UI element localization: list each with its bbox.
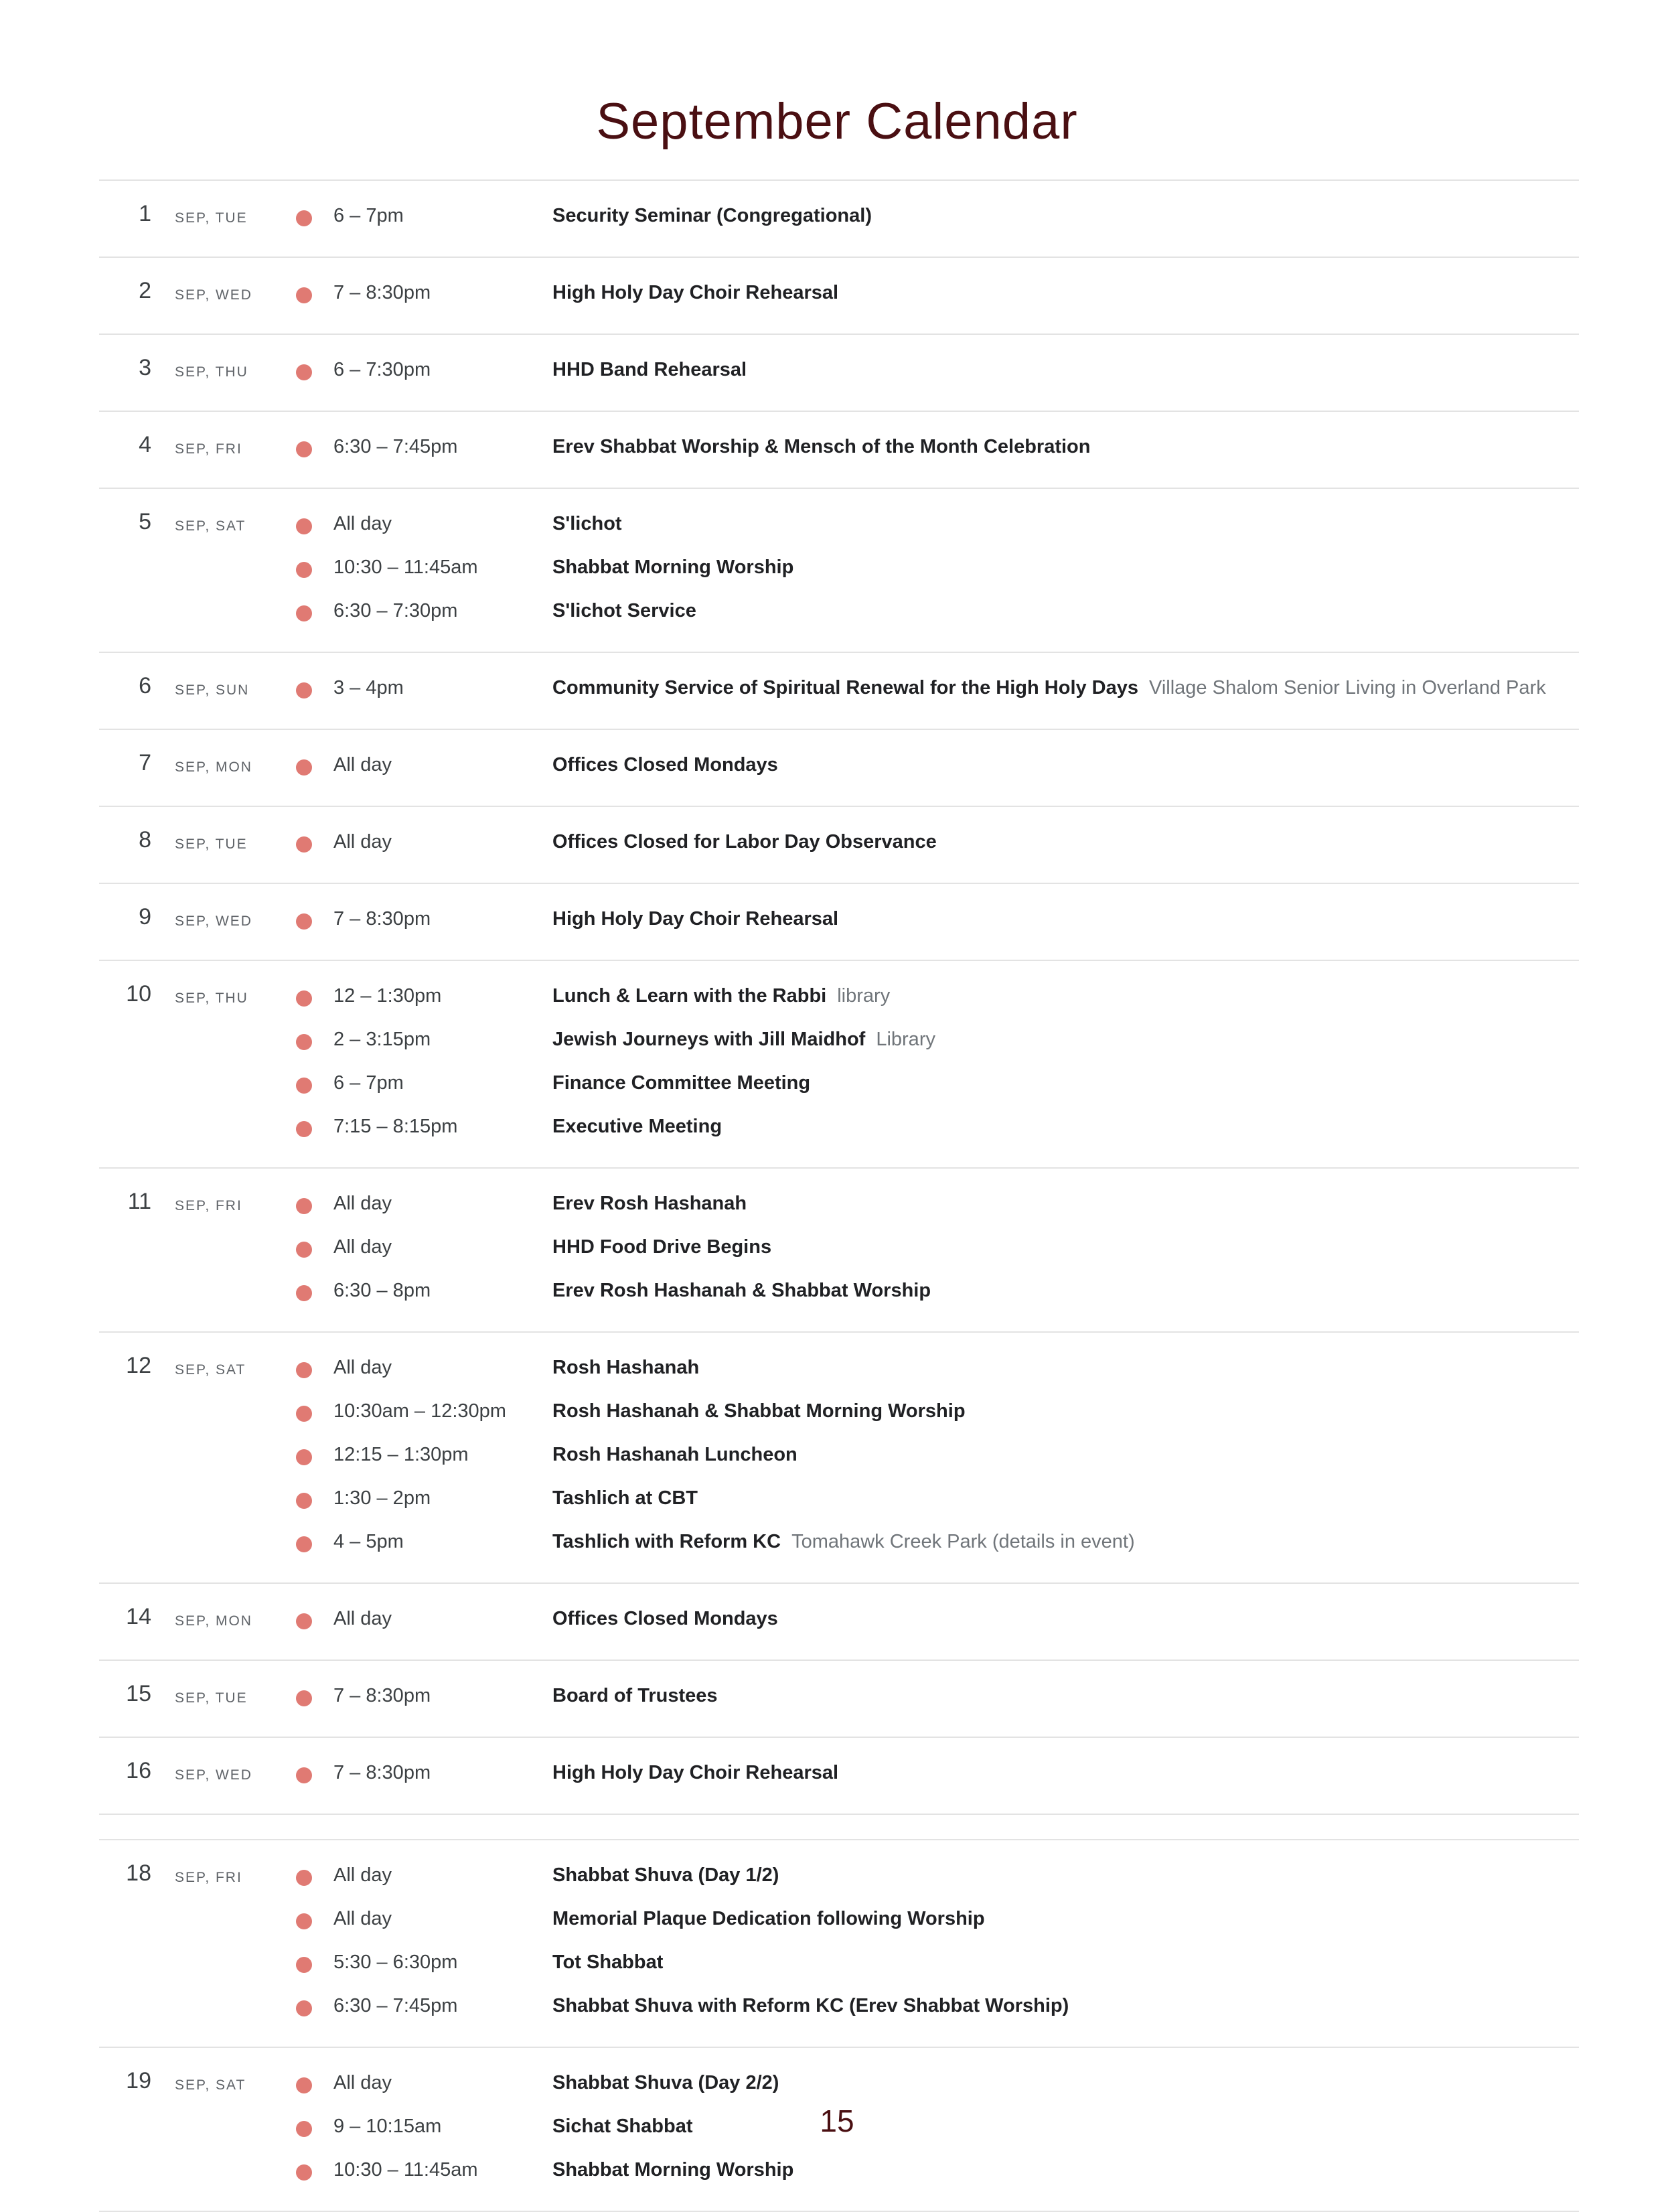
event-title-line xyxy=(552,2072,779,2094)
event-item[interactable] xyxy=(99,1856,1579,1900)
day-label: SEP, SUN xyxy=(175,682,250,698)
event-time: 7 – 8:30pm xyxy=(333,1685,431,1706)
event-title-line xyxy=(552,1072,810,1094)
day-label: SEP, THU xyxy=(175,990,248,1006)
event-title-line xyxy=(552,1487,698,1509)
event-location: Tomahawk Creek Park (details in event) xyxy=(791,1531,1135,1552)
event-time: 10:30am – 12:30pm xyxy=(333,1400,506,1422)
event-dot-icon xyxy=(296,1913,312,1929)
event-item[interactable] xyxy=(99,1349,1579,1392)
event-title: Rosh Hashanah xyxy=(552,1357,700,1378)
event-title: Shabbat Morning Worship xyxy=(552,557,794,578)
event-title-line xyxy=(552,1908,985,1930)
event-title-line xyxy=(552,831,937,853)
event-list xyxy=(99,884,1579,960)
day-label: SEP, WED xyxy=(175,913,252,929)
event-title-line xyxy=(552,1444,797,1466)
day-row xyxy=(99,1169,1579,1333)
day-number: 16 xyxy=(126,1758,151,1783)
event-dot-icon xyxy=(296,836,312,853)
event-item[interactable] xyxy=(99,1392,1579,1436)
event-item[interactable] xyxy=(99,428,1579,471)
event-time: 10:30 – 11:45am xyxy=(333,557,478,578)
event-list xyxy=(99,730,1579,806)
event-item[interactable] xyxy=(99,351,1579,394)
event-item[interactable] xyxy=(99,592,1579,636)
event-time: 7 – 8:30pm xyxy=(333,282,431,303)
day-number: 5 xyxy=(139,509,151,534)
day-number: 19 xyxy=(126,2068,151,2093)
day-label: SEP, FRI xyxy=(175,1198,242,1213)
event-dot-icon xyxy=(296,759,312,776)
event-item[interactable] xyxy=(99,505,1579,548)
event-item[interactable] xyxy=(99,1185,1579,1228)
day-label: SEP, THU xyxy=(175,364,248,380)
event-item[interactable] xyxy=(99,274,1579,317)
day-row xyxy=(99,258,1579,335)
event-title-line xyxy=(552,1029,935,1051)
event-dot-icon xyxy=(296,1449,312,1465)
event-time: All day xyxy=(333,1193,392,1214)
event-item[interactable] xyxy=(99,1900,1579,1943)
event-time: 7:15 – 8:15pm xyxy=(333,1116,458,1137)
event-time: 12 – 1:30pm xyxy=(333,985,442,1007)
event-title-line xyxy=(552,1400,966,1422)
event-dot-icon xyxy=(296,605,312,621)
event-list xyxy=(99,1584,1579,1660)
day-row xyxy=(99,730,1579,807)
event-dot-icon xyxy=(296,364,312,380)
event-item[interactable] xyxy=(99,900,1579,944)
event-title-line xyxy=(552,908,838,930)
event-dot-icon xyxy=(296,1406,312,1422)
event-location: Village Shalom Senior Living in Overland Park xyxy=(1149,677,1546,698)
day-number: 12 xyxy=(126,1353,151,1378)
event-time: All day xyxy=(333,1864,392,1886)
event-time: 12:15 – 1:30pm xyxy=(333,1444,469,1465)
event-time: 9 – 10:15am xyxy=(333,2116,442,2137)
event-time: 6:30 – 8pm xyxy=(333,1280,431,1301)
event-item[interactable] xyxy=(99,746,1579,790)
event-item[interactable] xyxy=(99,2064,1579,2108)
event-time: All day xyxy=(333,1908,392,1929)
event-title: Shabbat Shuva with Reform KC (Erev Shabbat Worship) xyxy=(552,1995,1069,2016)
event-title: Erev Shabbat Worship & Mensch of the Month Celebration xyxy=(552,436,1091,457)
event-title: Erev Rosh Hashanah xyxy=(552,1193,747,1214)
event-title: High Holy Day Choir Rehearsal xyxy=(552,1762,839,1783)
event-item[interactable] xyxy=(99,1436,1579,1479)
event-title: Security Seminar (Congregational) xyxy=(552,205,872,226)
day-label: SEP, WED xyxy=(175,287,252,303)
day-row xyxy=(99,1839,1579,2048)
event-dot-icon xyxy=(296,1121,312,1137)
event-time: 4 – 5pm xyxy=(333,1531,404,1552)
day-number: 2 xyxy=(139,278,151,303)
event-title-line xyxy=(552,1864,779,1887)
event-dot-icon xyxy=(296,210,312,226)
event-list xyxy=(99,412,1579,488)
day-number: 7 xyxy=(139,750,151,776)
event-title-line xyxy=(552,1280,931,1302)
event-title: Finance Committee Meeting xyxy=(552,1072,811,1094)
day-number: 1 xyxy=(139,201,151,226)
event-location: library xyxy=(837,985,891,1007)
event-dot-icon xyxy=(296,1078,312,1094)
event-title-line xyxy=(552,1995,1069,2017)
event-dot-icon xyxy=(296,1285,312,1301)
event-title-line xyxy=(552,985,890,1007)
event-list xyxy=(99,489,1579,652)
day-row xyxy=(99,181,1579,258)
event-title: Shabbat Shuva (Day 2/2) xyxy=(552,2072,779,2093)
day-label: SEP, FRI xyxy=(175,1870,242,1885)
event-item[interactable] xyxy=(99,1272,1579,1315)
event-dot-icon xyxy=(296,1362,312,1378)
day-row xyxy=(99,653,1579,730)
event-title: Shabbat Shuva (Day 1/2) xyxy=(552,1864,779,1886)
event-title-line xyxy=(552,282,838,304)
event-dot-icon xyxy=(296,287,312,303)
event-title: Lunch & Learn with the Rabbi xyxy=(552,985,827,1007)
event-title: Shabbat Morning Worship xyxy=(552,2159,794,2181)
event-title-line xyxy=(552,2159,793,2181)
event-title: Offices Closed Mondays xyxy=(552,754,778,776)
event-list xyxy=(99,335,1579,411)
event-dot-icon xyxy=(296,2164,312,2181)
event-title: Jewish Journeys with Jill Maidhof xyxy=(552,1029,866,1050)
page-number: 15 xyxy=(820,2104,854,2138)
event-time: 1:30 – 2pm xyxy=(333,1487,431,1509)
event-item[interactable] xyxy=(99,548,1579,592)
event-title: Erev Rosh Hashanah & Shabbat Worship xyxy=(552,1280,931,1301)
day-label: SEP, SAT xyxy=(175,518,246,534)
event-list xyxy=(99,1840,1579,2047)
day-row xyxy=(99,489,1579,653)
event-time: 7 – 8:30pm xyxy=(333,1762,431,1783)
day-label: SEP, FRI xyxy=(175,441,242,457)
event-time: All day xyxy=(333,1357,392,1378)
event-title: Tashlich with Reform KC xyxy=(552,1531,781,1552)
event-title-line xyxy=(552,1236,771,1258)
day-label: SEP, SAT xyxy=(175,2077,246,2093)
event-title: High Holy Day Choir Rehearsal xyxy=(552,282,839,303)
event-dot-icon xyxy=(296,682,312,698)
day-number: 14 xyxy=(126,1604,151,1629)
event-item[interactable] xyxy=(99,1754,1579,1797)
event-title: Tashlich at CBT xyxy=(552,1487,698,1509)
event-dot-icon xyxy=(296,1242,312,1258)
event-title: HHD Band Rehearsal xyxy=(552,359,747,380)
event-title-line xyxy=(552,436,1090,458)
event-time: 10:30 – 11:45am xyxy=(333,2159,478,2181)
event-item[interactable] xyxy=(99,1943,1579,1987)
page-title: September Calendar xyxy=(596,93,1078,150)
event-time: 2 – 3:15pm xyxy=(333,1029,431,1050)
event-title-line xyxy=(552,1193,747,1215)
day-number: 11 xyxy=(127,1189,151,1214)
event-title-line xyxy=(552,677,1546,699)
event-title: High Holy Day Choir Rehearsal xyxy=(552,908,839,930)
day-label: SEP, MON xyxy=(175,1613,252,1629)
event-title: HHD Food Drive Begins xyxy=(552,1236,772,1258)
event-title-line xyxy=(552,513,622,535)
day-row xyxy=(99,1584,1579,1661)
event-title-line xyxy=(552,1608,778,1630)
event-title: Memorial Plaque Dedication following Worship xyxy=(552,1908,985,1929)
day-label: SEP, TUE xyxy=(175,210,248,226)
day-label: SEP, TUE xyxy=(175,836,248,852)
day-number: 10 xyxy=(126,981,151,1007)
event-title-line xyxy=(552,205,872,227)
calendar-agenda-list xyxy=(99,179,1579,2212)
event-list xyxy=(99,1169,1579,1331)
event-dot-icon xyxy=(296,1870,312,1886)
event-dot-icon xyxy=(296,1536,312,1552)
event-time: All day xyxy=(333,831,392,853)
event-time: 5:30 – 6:30pm xyxy=(333,1951,458,1973)
day-number: 4 xyxy=(139,432,151,457)
event-location: Library xyxy=(876,1029,935,1050)
day-number: 18 xyxy=(126,1860,151,1886)
event-title-line xyxy=(552,754,778,776)
event-time: 6 – 7pm xyxy=(333,1072,404,1094)
event-list xyxy=(99,181,1579,256)
event-time: 3 – 4pm xyxy=(333,677,404,698)
event-title: Sichat Shabbat xyxy=(552,2116,693,2137)
event-time: 6:30 – 7:45pm xyxy=(333,1995,458,2016)
event-time: All day xyxy=(333,1236,392,1258)
event-time: All day xyxy=(333,754,392,776)
event-dot-icon xyxy=(296,1034,312,1050)
event-time: All day xyxy=(333,513,392,534)
day-row xyxy=(99,807,1579,884)
event-title: Rosh Hashanah Luncheon xyxy=(552,1444,797,1465)
event-item[interactable] xyxy=(99,1987,1579,2031)
event-title-line xyxy=(552,1357,699,1379)
event-title-line xyxy=(552,557,793,579)
day-number: 3 xyxy=(139,355,151,380)
day-label: SEP, WED xyxy=(175,1767,252,1783)
day-label: SEP, SAT xyxy=(175,1362,246,1378)
event-dot-icon xyxy=(296,1613,312,1629)
event-dot-icon xyxy=(296,518,312,534)
event-dot-icon xyxy=(296,1493,312,1509)
event-list xyxy=(99,961,1579,1167)
day-row xyxy=(99,1738,1579,1815)
event-title-line xyxy=(552,1685,718,1707)
event-title: S'lichot Service xyxy=(552,600,696,621)
event-list xyxy=(99,653,1579,729)
day-row xyxy=(99,1333,1579,1584)
event-item[interactable] xyxy=(99,1677,1579,1720)
day-number: 15 xyxy=(126,1681,151,1706)
day-label: SEP, TUE xyxy=(175,1690,248,1706)
event-item[interactable] xyxy=(99,1523,1579,1566)
event-item[interactable] xyxy=(99,1479,1579,1523)
event-dot-icon xyxy=(296,562,312,578)
day-row xyxy=(99,961,1579,1169)
event-dot-icon xyxy=(296,1198,312,1214)
event-item[interactable] xyxy=(99,669,1579,713)
event-dot-icon xyxy=(296,1690,312,1706)
day-number: 6 xyxy=(139,673,151,698)
event-list xyxy=(99,1661,1579,1737)
event-title: Board of Trustees xyxy=(552,1685,718,1706)
event-time: 7 – 8:30pm xyxy=(333,908,431,930)
event-time: 6 – 7:30pm xyxy=(333,359,431,380)
event-item[interactable] xyxy=(99,1228,1579,1272)
event-dot-icon xyxy=(296,441,312,457)
event-time: All day xyxy=(333,1608,392,1629)
event-title-line xyxy=(552,1762,838,1784)
event-title: Executive Meeting xyxy=(552,1116,722,1137)
event-item[interactable] xyxy=(99,1021,1579,1064)
event-dot-icon xyxy=(296,2000,312,2016)
event-dot-icon xyxy=(296,990,312,1007)
day-row xyxy=(99,335,1579,412)
event-time: All day xyxy=(333,2072,392,2093)
day-number: 8 xyxy=(139,827,151,853)
event-dot-icon xyxy=(296,1767,312,1783)
day-row xyxy=(99,884,1579,961)
event-list xyxy=(99,1738,1579,1814)
event-title-line xyxy=(552,600,696,622)
event-title: Community Service of Spiritual Renewal for the High Holy Days xyxy=(552,677,1139,698)
day-row xyxy=(99,1661,1579,1738)
event-time: 6 – 7pm xyxy=(333,205,404,226)
event-list xyxy=(99,807,1579,883)
event-title: Offices Closed Mondays xyxy=(552,1608,778,1629)
event-dot-icon xyxy=(296,1957,312,1973)
event-title: Offices Closed for Labor Day Observance xyxy=(552,831,937,853)
event-time: 6:30 – 7:45pm xyxy=(333,436,458,457)
event-time: 6:30 – 7:30pm xyxy=(333,600,458,621)
event-item[interactable] xyxy=(99,1064,1579,1108)
event-title: Tot Shabbat xyxy=(552,1951,664,1973)
event-title: S'lichot xyxy=(552,513,622,534)
event-list xyxy=(99,1333,1579,1582)
day-label: SEP, MON xyxy=(175,759,252,775)
event-title-line xyxy=(552,1531,1135,1553)
event-list xyxy=(99,258,1579,334)
event-title-line xyxy=(552,359,747,381)
event-item[interactable] xyxy=(99,2151,1579,2195)
event-title-line xyxy=(552,1951,663,1974)
event-item[interactable] xyxy=(99,197,1579,240)
event-item[interactable] xyxy=(99,1600,1579,1643)
event-item[interactable] xyxy=(99,823,1579,867)
day-row xyxy=(99,412,1579,489)
event-dot-icon xyxy=(296,2077,312,2093)
day-number: 9 xyxy=(139,904,151,930)
event-item[interactable] xyxy=(99,977,1579,1021)
event-dot-icon xyxy=(296,913,312,930)
event-item[interactable] xyxy=(99,1108,1579,1151)
event-title: Rosh Hashanah & Shabbat Morning Worship xyxy=(552,1400,966,1422)
event-title-line xyxy=(552,1116,722,1138)
